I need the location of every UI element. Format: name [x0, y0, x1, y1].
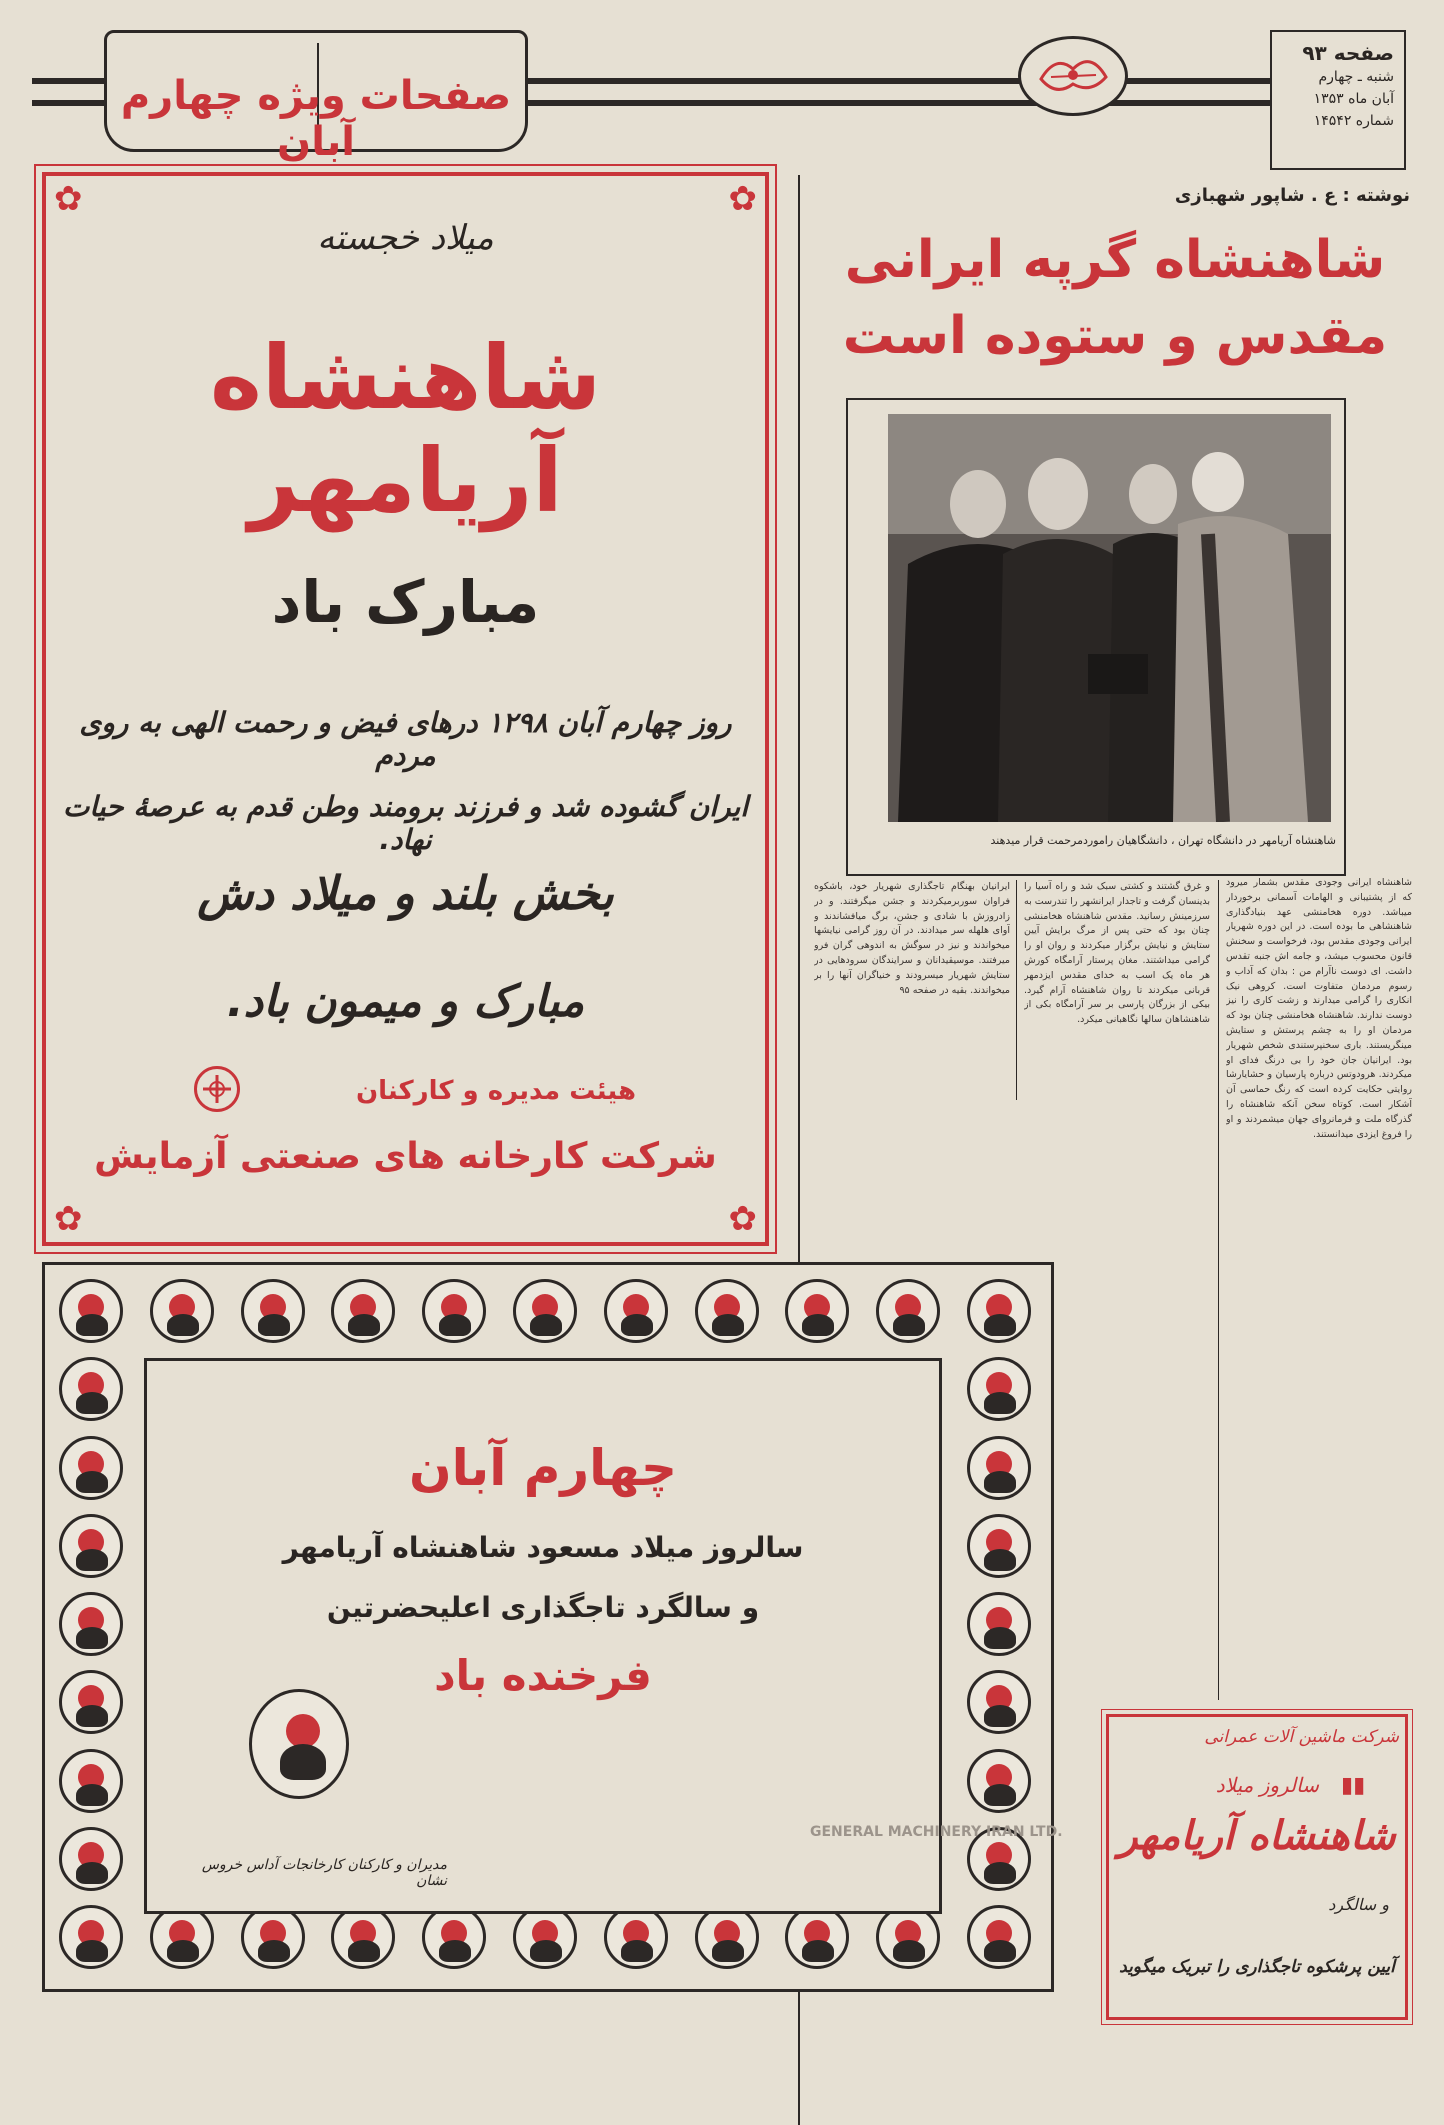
rooster-body — [712, 1940, 744, 1962]
header-banner — [104, 30, 528, 165]
rooster-medal-icon — [59, 1827, 123, 1891]
rooster-body — [984, 1549, 1016, 1571]
rooster-body — [76, 1940, 108, 1962]
banner-title: صفحات ویژه چهارم آبان — [120, 73, 512, 165]
rooster-body — [439, 1314, 471, 1336]
issue-info-box — [1270, 30, 1406, 170]
rooster-medal-icon — [967, 1905, 1031, 1969]
article-photo — [888, 414, 1331, 822]
article-column-right: شاهنشاه ایرانی وجودی مقدس بشمار میرود که از پشتیبانی و الهامات آسمانی برخوردار میباشد. دوره هخامنشی عهد بنیادگذاری شاهنشاهی ما بوده است. در این دوره شهریار ایرانی وجودی مقدس بود، فرخواست و سخنش قانون محسوب میشد، و جامه اش جنبه تقدس داشت. ای دوست ناآرام من : بدان که آداب و رسوم مردمان متفاوت است. کروهی نیک انکاری را گرامی میدارند و زشت کاری را نیز دوست ندارند. شاهنشاه هخامنشی چنان بود که مردمان او را به چشم پرستش و ستایش مینگریستند. باری سخنپرستندی شخص شهریار بود. ایرانیان جان خود را بی درنگ فدای او میکردند. هرودوتس درباره پارسیان و حشایارشا روایتی حکایت کرده است که رنگ حماسی آن آشکار است. کوتاه سخن آنکه شاهنشاه را گذرگاه ملت و فرمانروای جهان میشمردند و او را فروغ ایزدی میدانستند. — [1226, 877, 1412, 1140]
rooster-medal-icon — [876, 1905, 940, 1969]
corner-flourish-icon: ✿ — [728, 179, 757, 219]
rooster-medal-icon — [59, 1436, 123, 1500]
rooster-medal-icon — [967, 1749, 1031, 1813]
rooster-medal-icon — [513, 1905, 577, 1969]
rooster-medal-icon — [241, 1905, 305, 1969]
rooster-body — [984, 1471, 1016, 1493]
ad1-line4: مبارک و میمون باد. — [226, 976, 585, 1027]
rooster-medal-icon — [241, 1279, 305, 1343]
rooster-body — [802, 1314, 834, 1336]
ad1-company: شرکت کارخانه های صنعتی آزمایش — [94, 1136, 717, 1177]
rooster-body — [984, 1784, 1016, 1806]
article-title-line1: شاهنشاه گرپه ایرانی — [844, 230, 1386, 290]
rooster-body — [893, 1314, 925, 1336]
rooster-medal-icon — [695, 1279, 759, 1343]
rooster-medal-icon — [967, 1670, 1031, 1734]
rooster-body — [76, 1784, 108, 1806]
rooster-body — [984, 1314, 1016, 1336]
rooster-medal-icon — [967, 1436, 1031, 1500]
issue-month-year: آبان ماه ۱۳۵۳ — [1313, 91, 1394, 107]
page-number: صفحه ۹۳ — [1302, 41, 1394, 65]
rooster-medal-icon — [59, 1279, 123, 1343]
ad2-line1: سالروز میلاد مسعود شاهنشاه آریامهر — [282, 1531, 804, 1564]
rooster-medal-icon — [331, 1279, 395, 1343]
ad2-footer: مدیران و کارکنان کارخانجات آداس خروس نشان — [201, 1857, 447, 1889]
issue-number: شماره ۱۴۵۴۲ — [1313, 113, 1394, 129]
ad3-company: شرکت ماشین آلات عمرانی — [1204, 1727, 1399, 1747]
rooster-body — [167, 1940, 199, 1962]
rooster-medal-icon — [604, 1905, 668, 1969]
rooster-medal-icon — [59, 1514, 123, 1578]
newspaper-emblem-icon — [1018, 36, 1128, 116]
ad3-and: و سالگرد — [1328, 1895, 1389, 1914]
rooster-medal-icon — [967, 1357, 1031, 1421]
rooster-body — [984, 1862, 1016, 1884]
rooster-medal-icon — [422, 1279, 486, 1343]
rooster-medal-icon — [331, 1905, 395, 1969]
machinery-ad — [1106, 1714, 1408, 2020]
rooster-body — [76, 1392, 108, 1414]
ad3-title: شاهنشاه آریامهر — [1118, 1813, 1396, 1859]
rooster-medal-icon — [150, 1279, 214, 1343]
rooster-body — [167, 1314, 199, 1336]
rooster-body — [348, 1940, 380, 1962]
column-rule — [1016, 880, 1017, 1100]
rooster-medal-icon — [513, 1279, 577, 1343]
photo-caption: شاهنشاه آریامهر در دانشگاه تهران ، دانشگاهیان راموردمرحمت قرار میدهند — [990, 834, 1336, 847]
ad3-logo-icon: ▮▮ — [1341, 1773, 1366, 1798]
company-logo-icon — [194, 1066, 240, 1112]
rooster-body — [258, 1940, 290, 1962]
ad1-line1: روز چهارم آبان ۱۲۹۸ درهای فیض و رحمت الهی به روی مردم — [79, 706, 732, 772]
article-title — [820, 222, 1410, 374]
rooster-body — [530, 1940, 562, 1962]
rooster-body — [530, 1314, 562, 1336]
article-title-line2: مقدس و ستوده است — [842, 306, 1388, 366]
rooster-medal-icon — [59, 1592, 123, 1656]
ad3-english-name: GENERAL MACHINERY IRAN LTD. — [810, 1824, 1063, 1840]
rooster-medal-icon — [967, 1514, 1031, 1578]
rooster-body — [348, 1314, 380, 1336]
rooster-medal-icon — [695, 1905, 759, 1969]
issue-weekday: شنبه ـ چهارم — [1318, 69, 1394, 85]
rooster-body — [984, 1392, 1016, 1414]
rooster-medal-icon — [59, 1357, 123, 1421]
article-column-left: ایرانیان بهنگام تاجگذاری شهریار خود، باشکوه فراوان سوربرمیکردند و جشن میگرفتند. و در زادروزش با شادی و جشن، برگ میافشاندند و آوای هلهله سر میدادند. در آن روز گرامی نیایشها میخواندند و نیز در سوگش به اندوهی گران فرو میرفتند. موسیقیدانان و سرایندگان سرودهایی در ستایش شهریار میسرودند و خنیاگران آنها را بر میخواندند. بقیه در صفحه ۹۵ — [814, 881, 1010, 996]
rooster-medal-icon — [604, 1279, 668, 1343]
rooster-medal-icon — [785, 1905, 849, 1969]
rooster-medal-icon — [422, 1905, 486, 1969]
rooster-body — [712, 1314, 744, 1336]
rooster-medal-icon — [59, 1670, 123, 1734]
rooster-head — [286, 1714, 320, 1748]
corner-flourish-icon: ✿ — [54, 179, 83, 219]
ad3-occasion: سالروز میلاد — [1215, 1773, 1319, 1797]
ad1-blessing: مبارک باد — [271, 568, 540, 636]
rooster-medal-icon — [59, 1749, 123, 1813]
ad2-line2: و سالگرد تاجگذاری اعلیحضرتین — [326, 1591, 760, 1624]
rooster-body — [984, 1627, 1016, 1649]
rooster-body — [76, 1549, 108, 1571]
article-column-middle: و غرق گشتند و کشتی سبک شد و راه آسیا را بدینسان گرفت و تاجدار ایرانشهر را تندرست به سرزمینش رسانید. مقدس شاهنشاه هخامنشی چنان بود که حتی پس از مرگ برایش آیین ستایش و نیایش برگزار میکردند و روان او را گرامی میداشتند. مغان پرستار آرامگاه کورش هر ماه یک اسب به خدای مقدس ایزدمهر قربانی میکردند تا روان شاهنشاه آرام گیرد. بیکی از بزرگان پارسی بر سر آرامگاه بکی از شاهنشاهان سالها نگاهبانی میکرد. — [1024, 881, 1210, 1026]
column-rule — [1218, 880, 1219, 1700]
article-author: نوشته : ع . شاپور شهبازی — [1174, 185, 1410, 206]
rooster-body — [280, 1744, 326, 1780]
rooster-medal-icon — [150, 1905, 214, 1969]
ad1-board: هیئت مدیره و کارکنان — [355, 1076, 636, 1106]
rooster-body — [76, 1627, 108, 1649]
rooster-medal-icon — [967, 1592, 1031, 1656]
rooster-body — [802, 1940, 834, 1962]
rooster-body — [76, 1471, 108, 1493]
rooster-body — [893, 1940, 925, 1962]
rooster-body — [76, 1314, 108, 1336]
ad2-title: چهارم آبان — [408, 1439, 678, 1497]
ad1-subtitle: میلاد خجسته — [317, 218, 494, 258]
birthday-ad-azmayesh — [42, 172, 769, 1246]
rooster-medal-icon — [876, 1279, 940, 1343]
rooster-medal-icon — [967, 1279, 1031, 1343]
ad1-title: شاهنشاه آریامهر — [209, 326, 602, 532]
corner-flourish-icon: ✿ — [54, 1199, 83, 1239]
rooster-medal-icon — [59, 1905, 123, 1969]
rooster-body — [621, 1940, 653, 1962]
rooster-medal-icon — [785, 1279, 849, 1343]
ad2-line3: فرخنده باد — [434, 1651, 652, 1700]
corner-flourish-icon: ✿ — [728, 1199, 757, 1239]
rooster-body — [984, 1705, 1016, 1727]
rooster-body — [76, 1705, 108, 1727]
rooster-body — [984, 1940, 1016, 1962]
rooster-body — [439, 1940, 471, 1962]
rooster-logo-icon — [249, 1689, 349, 1799]
rooster-body — [621, 1314, 653, 1336]
ad3-closing: آیین پرشکوه تاجگذاری را تبریک میگوید — [1119, 1957, 1395, 1977]
ad1-line2: ایران گشوده شد و فرزند برومند وطن قدم به عرصهٔ حیات نهاد. — [62, 790, 749, 856]
ad1-line3: بخش بلند و میلاد دش — [197, 866, 614, 920]
rooster-body — [258, 1314, 290, 1336]
rooster-body — [76, 1862, 108, 1884]
